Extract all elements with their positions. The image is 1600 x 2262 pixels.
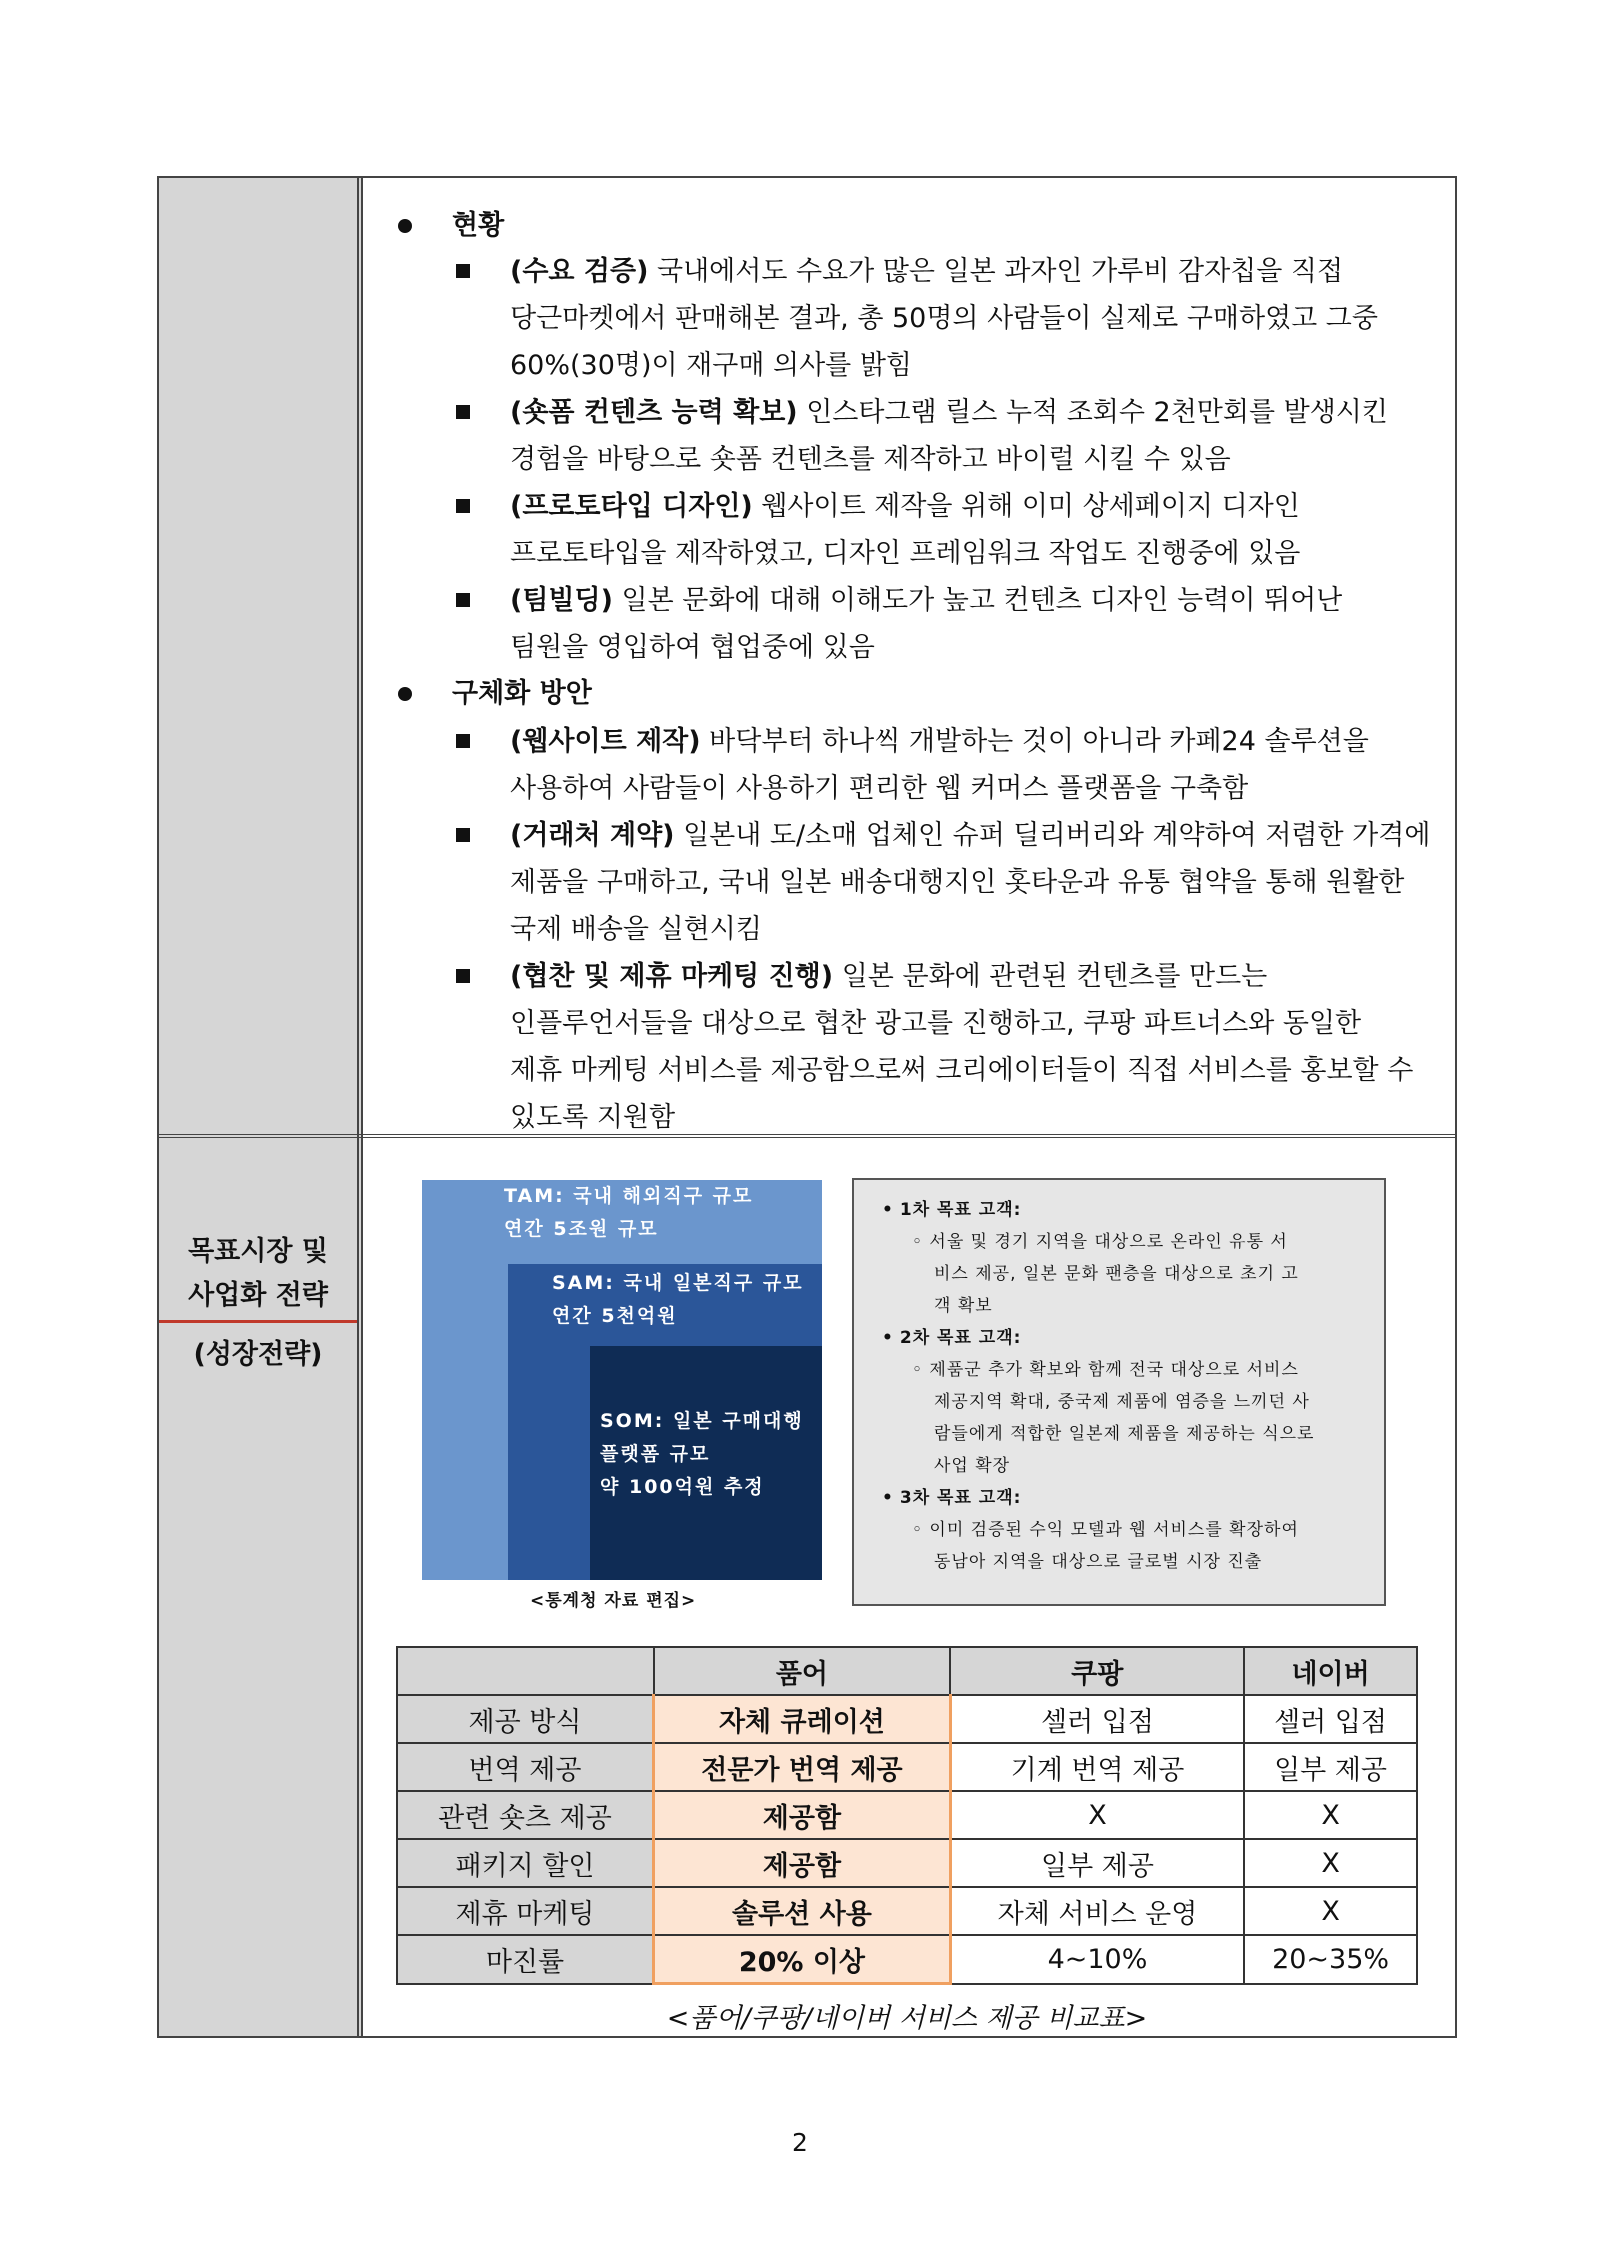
target-1-line3: 객 확보 (934, 1296, 993, 1316)
target-customers-box (852, 1178, 1386, 1606)
status-item-3-line2: 프로토타입을 제작하였고, 디자인 프레임워크 작업도 진행중에 있음 (510, 538, 1301, 569)
table-row-head: 마진률 (397, 1935, 654, 1984)
table-cell-highlight: 자체 큐레이션 (654, 1695, 951, 1743)
status-item-4: (팀빌딩) 일본 문화에 대해 이해도가 높고 컨텐츠 디자인 능력이 뛰어난 (510, 585, 1343, 616)
table-row (397, 1695, 1417, 1743)
table-cell: X (1244, 1791, 1417, 1839)
left-label-column (159, 178, 363, 2036)
table-header-cell: 네이버 (1244, 1647, 1417, 1695)
som-value: 약 100억원 추정 (600, 1476, 765, 1498)
target-3-line2: 동남아 지역을 대상으로 글로벌 시장 진출 (934, 1552, 1263, 1572)
table-caption: <품어/쿠팡/네이버 서비스 제공 비교표> (666, 2003, 1148, 2034)
target-1-line2: 비스 제공, 일본 문화 팬층을 대상으로 초기 고 (934, 1264, 1299, 1284)
table-header-row (397, 1647, 1417, 1695)
table-cell-highlight: 제공함 (654, 1791, 951, 1839)
table-header-cell: 쿠팡 (950, 1647, 1244, 1695)
status-item-3: (프로토타입 디자인) 웹사이트 제작을 위해 이미 상세페이지 디자인 (510, 491, 1300, 522)
target-2-line4: 사업 확장 (934, 1456, 1011, 1476)
bullet-square-icon (456, 593, 470, 607)
tam-value: 연간 5조원 규모 (504, 1218, 659, 1240)
table-cell: 기계 번역 제공 (950, 1743, 1244, 1791)
section-label-line2: 사업화 전략 (188, 1280, 328, 1311)
table-row-head: 번역 제공 (397, 1743, 654, 1791)
table-cell: X (950, 1791, 1244, 1839)
comparison-table (396, 1646, 1418, 1985)
tam-label: TAM: 국내 해외직구 규모 (504, 1185, 754, 1207)
table-row (397, 1935, 1417, 1984)
bullet-square-icon (456, 969, 470, 983)
table-row-head: 제휴 마케팅 (397, 1887, 654, 1935)
plan-item-3-line2: 인플루언서들을 대상으로 협찬 광고를 진행하고, 쿠팡 파트너스와 동일한 (510, 1008, 1362, 1039)
target-3-line1: ◦ 이미 검증된 수익 모델과 웹 서비스를 확장하여 (912, 1520, 1299, 1540)
status-item-2: (숏폼 컨텐츠 능력 확보) 인스타그램 릴스 누적 조회수 2천만회를 발생시킨 (510, 397, 1388, 428)
table-cell: 일부 제공 (1244, 1743, 1417, 1791)
status-item-4-line2: 팀원을 영입하여 협업중에 있음 (510, 632, 875, 663)
sam-label: SAM: 국내 일본직구 규모 (552, 1272, 804, 1294)
table-cell: 4~10% (950, 1935, 1244, 1984)
section-label-line3: (성장전략) (193, 1339, 323, 1370)
table-cell-highlight: 제공함 (654, 1839, 951, 1887)
target-1-head: • 1차 목표 고객: (882, 1194, 1021, 1226)
target-2-head: • 2차 목표 고객: (882, 1322, 1021, 1354)
section-label (159, 1230, 357, 1377)
status-item-1: (수요 검증) 국내에서도 수요가 많은 일본 과자인 가루비 감자칩을 직접 (510, 256, 1344, 287)
plan-item-1: (웹사이트 제작) 바닥부터 하나씩 개발하는 것이 아니라 카페24 솔루션을 (510, 726, 1369, 757)
table-cell: 셀러 입점 (950, 1695, 1244, 1743)
table-cell: 20~35% (1244, 1935, 1417, 1984)
status-item-1-line2: 당근마켓에서 판매해본 결과, 총 50명의 사람들이 실제로 구매하였고 그중 (510, 303, 1378, 334)
table-header-cell (397, 1647, 654, 1695)
table-row (397, 1839, 1417, 1887)
table-cell-highlight: 전문가 번역 제공 (654, 1743, 951, 1791)
plan-item-2-line2: 제품을 구매하고, 국내 일본 배송대행지인 홋타운과 유통 협약을 통해 원활한 (510, 867, 1405, 898)
plan-heading: 구체화 방안 (452, 678, 592, 709)
bullet-square-icon (456, 734, 470, 748)
row-divider (159, 1134, 1455, 1138)
bullet-square-icon (456, 264, 470, 278)
table-row (397, 1743, 1417, 1791)
target-2-line1: ◦ 제품군 추가 확보와 함께 전국 대상으로 서비스 (912, 1360, 1299, 1380)
status-item-1-line3: 60%(30명)이 재구매 의사를 밝힘 (510, 350, 913, 381)
table-cell: 자체 서비스 운영 (950, 1887, 1244, 1935)
page-number: 2 (792, 2128, 808, 2157)
target-2-line2: 제공지역 확대, 중국제 제품에 염증을 느끼던 사 (934, 1392, 1310, 1412)
bullet-square-icon (456, 405, 470, 419)
red-underline (159, 1320, 357, 1323)
section-label-line1: 목표시장 및 (188, 1236, 328, 1267)
plan-item-2: (거래처 계약) 일본내 도/소매 업체인 슈퍼 딜리버리와 계약하여 저렴한 가격에 (510, 820, 1431, 851)
status-item-2-line2: 경험을 바탕으로 숏폼 컨텐츠를 제작하고 바이럴 시킬 수 있음 (510, 444, 1231, 475)
som-line2: 플랫폼 규모 (600, 1443, 711, 1465)
table-row-head: 제공 방식 (397, 1695, 654, 1743)
plan-item-2-line3: 국제 배송을 실현시킴 (510, 914, 762, 945)
bullet-dot-icon (398, 687, 412, 701)
status-heading: 현황 (452, 210, 505, 241)
table-row (397, 1887, 1417, 1935)
bullet-square-icon (456, 828, 470, 842)
table-row-head: 관련 숏츠 제공 (397, 1791, 654, 1839)
target-3-head: • 3차 목표 고객: (882, 1482, 1021, 1514)
target-2-line3: 람들에게 적합한 일본제 제품을 제공하는 식으로 (934, 1424, 1315, 1444)
table-cell: 셀러 입점 (1244, 1695, 1417, 1743)
table-header-cell: 품어 (654, 1647, 951, 1695)
stat-caption: <통계청 자료 편집> (530, 1591, 697, 1611)
bullet-dot-icon (398, 219, 412, 233)
table-cell: X (1244, 1839, 1417, 1887)
target-1-line1: ◦ 서울 및 경기 지역을 대상으로 온라인 유통 서 (912, 1232, 1288, 1252)
plan-item-3: (협찬 및 제휴 마케팅 진행) 일본 문화에 관련된 컨텐츠를 만드는 (510, 961, 1268, 992)
table-row-head: 패키지 할인 (397, 1839, 654, 1887)
table-cell-highlight: 20% 이상 (654, 1935, 951, 1984)
table-cell: 일부 제공 (950, 1839, 1244, 1887)
table-cell: X (1244, 1887, 1417, 1935)
sam-value: 연간 5천억원 (552, 1305, 678, 1327)
plan-item-3-line4: 있도록 지원함 (510, 1102, 676, 1133)
table-cell-highlight: 솔루션 사용 (654, 1887, 951, 1935)
plan-item-3-line3: 제휴 마케팅 서비스를 제공함으로써 크리에이터들이 직접 서비스를 홍보할 수 (510, 1055, 1414, 1086)
table-row (397, 1791, 1417, 1839)
som-label: SOM: 일본 구매대행 (600, 1410, 804, 1432)
bullet-square-icon (456, 499, 470, 513)
plan-item-1-line2: 사용하여 사람들이 사용하기 편리한 웹 커머스 플랫폼을 구축함 (510, 773, 1249, 804)
